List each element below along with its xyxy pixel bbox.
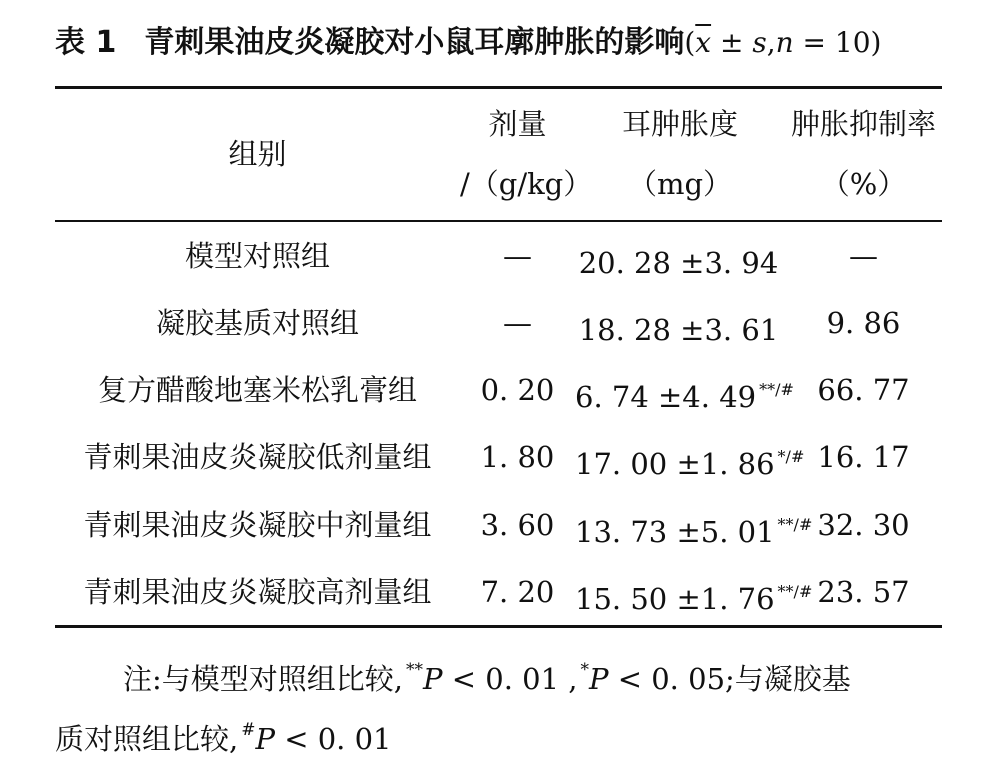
significance-mark: **/#: [777, 582, 813, 601]
table-title: 青刺果油皮炎凝胶对小鼠耳廓肿胀的影响: [144, 25, 685, 60]
table-bottom-rule: [55, 625, 942, 628]
row-inhibition: 16. 17: [817, 440, 910, 474]
header-inhibition: 肿胀抑制率: [790, 107, 936, 141]
mean-symbol: $\overline{x}$: [695, 26, 712, 59]
row-group: 青刺果油皮炎凝胶中剂量组: [83, 508, 432, 542]
table-note-line1: 注:与模型对照组比较, **P < 0. 01 , *P < 0. 05;与凝胶基: [123, 660, 851, 696]
row-swelling: 17. 00 ±1. 86 */#: [575, 447, 805, 481]
n-symbol: n: [775, 26, 794, 59]
row-swelling: 18. 28 ±3. 61: [578, 313, 779, 347]
stat-notation: $(\overline{x} \pm s,n = 10)$: [684, 26, 882, 59]
table-label: 表 1: [55, 25, 117, 60]
header-group: 组别: [228, 137, 287, 171]
table-top-rule: [55, 86, 942, 89]
row-inhibition: 9. 86: [826, 306, 901, 340]
row-swelling: 20. 28 ±3. 94: [578, 246, 779, 280]
row-dose: 7. 20: [480, 575, 555, 609]
significance-mark: **/#: [777, 515, 813, 534]
row-inhibition: 23. 57: [817, 575, 910, 609]
header-dose-unit: /（g/kg）: [460, 167, 593, 201]
row-group: 凝胶基质对照组: [155, 306, 359, 340]
row-dose: 1. 80: [480, 440, 555, 474]
row-swelling: 6. 74 ±4. 49 **/#: [575, 380, 794, 414]
row-group: 复方醋酸地塞米松乳膏组: [97, 373, 417, 407]
row-dose: 0. 20: [480, 373, 555, 407]
row-dose: —: [503, 239, 532, 273]
row-dose: —: [503, 306, 532, 340]
row-inhibition: —: [849, 239, 878, 273]
table-header-rule: [55, 220, 942, 222]
table-note-line2: 质对照组比较, #P < 0. 01: [55, 720, 392, 756]
header-swelling-unit: （mg）: [627, 167, 733, 201]
significance-mark: */#: [777, 447, 805, 466]
row-group: 青刺果油皮炎凝胶低剂量组: [83, 440, 432, 474]
row-swelling: 15. 50 ±1. 76 **/#: [575, 582, 813, 616]
header-swelling: 耳肿胀度: [621, 107, 738, 141]
sd-symbol: s: [752, 26, 767, 59]
table-caption: [55, 18, 955, 68]
header-dose: 剂量: [488, 107, 547, 141]
significance-mark: **/#: [759, 380, 794, 399]
row-group: 青刺果油皮炎凝胶高剂量组: [83, 575, 432, 609]
header-inhibition-unit: （%）: [820, 167, 907, 201]
row-swelling: 13. 73 ±5. 01 **/#: [575, 515, 813, 549]
row-inhibition: 66. 77: [817, 373, 910, 407]
row-dose: 3. 60: [480, 508, 555, 542]
row-inhibition: 32. 30: [817, 508, 910, 542]
row-group: 模型对照组: [184, 239, 330, 273]
